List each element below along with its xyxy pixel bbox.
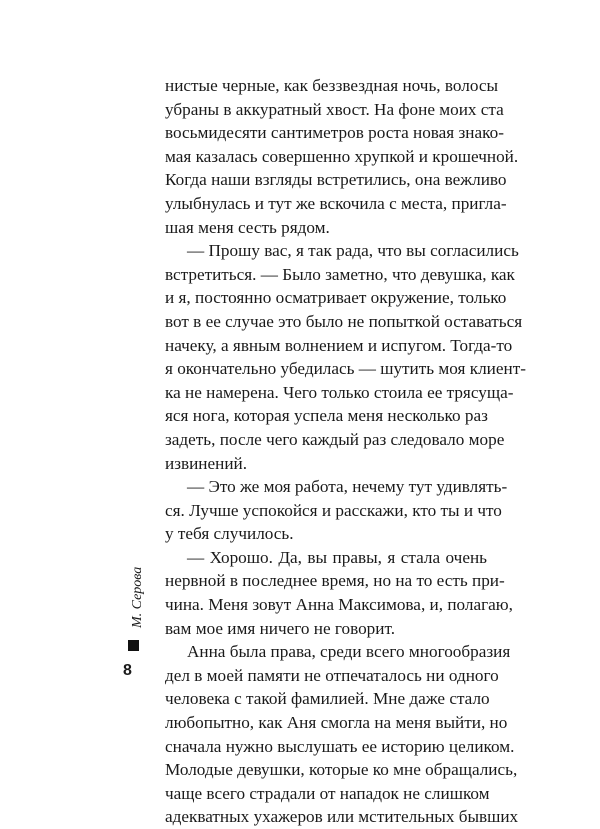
text-line: — Хорошо. Да, вы правы, я стала очень — [187, 547, 487, 567]
text-line: Когда наши взгляды встретились, она вежливо — [165, 170, 507, 190]
text-line: и я, постоянно осматривает окружение, только — [165, 288, 507, 308]
text-line: любопытно, как Аня смогла на меня выйти, но — [165, 713, 508, 733]
text-line: сначала нужно выслушать ее историю целиком. — [165, 736, 515, 756]
text-line: адекватных ухажеров или мстительных бывших — [165, 807, 519, 827]
text-line: Молодые девушки, которые ко мне обращались, — [165, 760, 518, 780]
text-line: восьмидесяти сантиметров роста новая знако- — [165, 123, 504, 143]
text-line: начеку, а явным волнением и испугом. Тогда-то — [165, 335, 513, 355]
text-line: ка не намерена. Чего только стоила ее трясущa- — [165, 382, 514, 402]
page-number: 8 — [123, 662, 132, 679]
text-line: убраны в аккуратный хвост. На фоне моих ста — [165, 99, 504, 119]
text-line: чина. Меня зовут Анна Максимова, и, полагаю, — [165, 595, 513, 615]
text-line: дел в моей памяти не отпечаталось ни одного — [165, 665, 499, 685]
text-line: вам мое имя ничего не говорит. — [165, 618, 395, 638]
text-line: — Прошу вас, я так рада, что вы согласились — [187, 241, 519, 261]
text-line: вот в ее случае это было не попыткой оставаться — [165, 311, 523, 331]
text-line: яся нога, которая успела меня несколько раз — [165, 406, 488, 426]
text-line: мая казалась совершенно хрупкой и крошечной. — [165, 146, 519, 166]
text-line: встретиться. — Было заметно, что девушка, как — [165, 264, 515, 284]
text-line: шая меня сесть рядом. — [165, 217, 330, 237]
text-line: Анна была права, среди всего многообразия — [187, 642, 511, 662]
text-line: у тебя случилось. — [165, 524, 294, 544]
text-line: улыбнулась и тут же вскочила с места, пригла- — [165, 193, 507, 213]
text-line: я окончательно убедилась — шутить моя клиент- — [165, 359, 526, 379]
text-line: человека с такой фамилией. Мне даже стало — [165, 689, 490, 709]
text-line: нистые черные, как беззвездная ночь, волосы — [165, 76, 499, 95]
running-author: М. Серова — [130, 566, 145, 628]
text-line: — Это же моя работа, нечему тут удивлять- — [187, 477, 508, 497]
text-line: ся. Лучше успокойся и расскажи, кто ты и что — [165, 500, 502, 520]
text-line: задеть, после чего каждый раз следовало море — [165, 429, 505, 449]
body-text — [165, 74, 526, 829]
square-marker-icon — [128, 640, 139, 651]
text-line: чаще всего страдали от нападок не слишком — [165, 783, 490, 803]
text-line: нервной в последнее время, но на то есть при- — [165, 571, 505, 591]
text-line: извинений. — [165, 453, 248, 473]
